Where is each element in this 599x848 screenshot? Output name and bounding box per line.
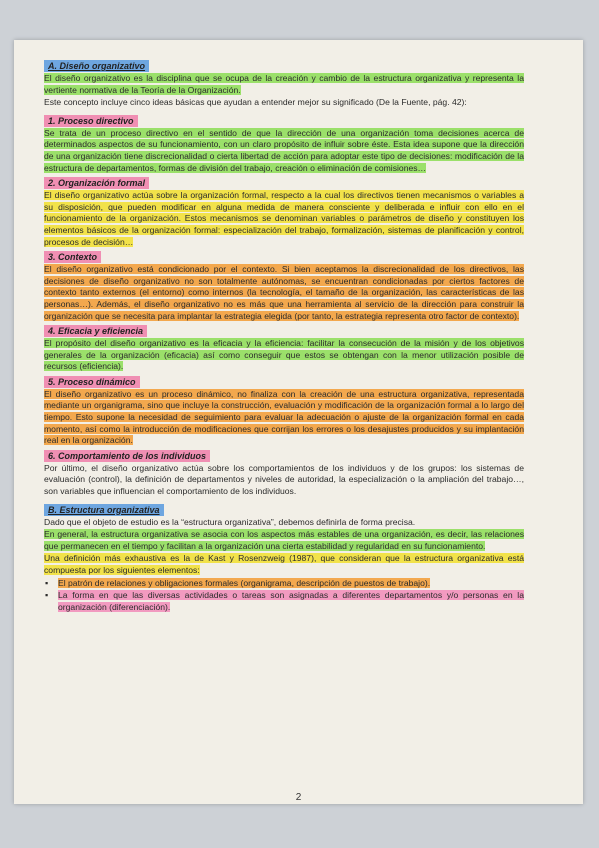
item-3-text xyxy=(44,264,524,322)
elements-list xyxy=(44,578,524,614)
item-4-text xyxy=(44,338,524,373)
item-5-heading: 5. Proceso dinámico xyxy=(44,376,140,388)
item-5-text xyxy=(44,389,524,447)
item-6-text: Por último, el diseño organizativo actúa sobre los comportamientos de los individuos y de los grupos: los sistemas de evaluación (control), la definición de departamentos y niveles de autoridad, la especialización o la ampliación del trabajo…, son variables que influencian el comportamiento de los individuos. xyxy=(44,462,524,497)
highlighted-text: La forma en que las diversas actividades o tareas son asignadas a diferentes departamentos y/o personas en la organización (diferenciación). xyxy=(58,590,524,612)
highlighted-text: El diseño organizativo es un proceso dinámico, no finaliza con la creación de una estructura organizativa, representada mediante un organigrama, sino que incluye la construcción, evaluación y modificación de la organización formal a lo largo del tiempo. Esto supone la necesidad de seguimiento para evaluar la adecuación o ajuste de la organización formal en cada momento, así como la introducción de modificaciones que corrijan los errores o los desajustes producidos y su implantación real en la organización. xyxy=(44,388,524,446)
highlighted-text: El propósito del diseño organizativo es la eficacia y la eficiencia: facilitar la consecución de la misión y de los objetivos generales de la organización (eficacia) así como conseguir que estos se obtengan con la menor utilización posible de recursos (eficiencia). xyxy=(44,338,524,372)
highlighted-text: El patrón de relaciones y obligaciones formales (organigrama, descripción de puestos de trabajo). xyxy=(58,577,431,588)
highlighted-text: Una definición más exhaustiva es la de Kast y Rosenzweig (1987), que consideran que la estructura organizativa está compuesta por los siguientes elementos: xyxy=(44,553,524,575)
item-4-heading: 4. Eficacia y eficiencia xyxy=(44,325,147,337)
highlighted-text: En general, la estructura organizativa se asocia con los aspectos más estables de una organización, es decir, las relaciones que permanecen en el tiempo y facilitan a la organización una cierta estabilidad y regularidad en su funcionamiento. xyxy=(44,529,524,551)
section-a-paragraph-2: Este concepto incluye cinco ideas básicas que ayudan a entender mejor su significado (De la Fuente, pág. 42): xyxy=(44,97,467,108)
item-1-text xyxy=(44,128,524,174)
highlighted-text: El diseño organizativo es la disciplina que se ocupa de la creación y cambio de la estructura organizativa y representa la vertiente normativa de la Teoría de la Organización. xyxy=(44,73,524,95)
list-item xyxy=(58,578,524,590)
highlighted-text: El diseño organizativo está condicionado por el contexto. Si bien aceptamos la discrecionalidad de los directivos, las decisiones de diseño organizativo no son totalmente autónomas, se encuentran condicionadas por ciertos factores de contexto tanto externos (el entorno) como internos (la tecnología, el tamaño de la organización, las características de las personas…). Además, el diseño organizativo no es más que una herramienta al servicio de la dirección para construir la organización que se necesita para implantar la estrategia elegida (por tanto, la estrategia representa otro factor de contexto). xyxy=(44,264,524,321)
section-b-paragraph-2 xyxy=(44,529,524,552)
item-2-text xyxy=(44,190,524,248)
section-b-paragraph-1: Dado que el objeto de estudio es la “estructura organizativa”, debemos definirla de forma precisa. xyxy=(44,516,416,527)
page-number: 2 xyxy=(295,792,302,803)
section-b-paragraph-3 xyxy=(44,553,524,576)
list-item xyxy=(58,590,524,613)
document-page xyxy=(14,40,583,804)
item-2-heading: 2. Organización formal xyxy=(44,177,149,189)
highlighted-text: El diseño organizativo actúa sobre la organización formal, respecto a la cual los directivos tienen mecanismos o variables a su disposición, que pueden modificar en alguna medida de manera consciente y deliberada e influir con ello en el funcionamiento de la organización. Estos mecanismos se denominan variables o parámetros de diseño y constituyen los elementos básicos de la organización formal: especialización del trabajo, formalización, sistemas de planificación y control, procesos de decisión… xyxy=(44,190,524,247)
item-6-heading: 6. Comportamiento de los individuos xyxy=(44,450,210,462)
highlighted-text: Se trata de un proceso directivo en el sentido de que la dirección de una organización toma decisiones acerca de determinados aspectos de su funcionamiento, con un claro propósito de influir sobre éste. Esta idea supone que la dirección de una organización tiene discrecionalidad o cierta libertad de acción para adoptar este tipo de decisiones: modificación de la estructura de departamentos, formas de división del trabajo, creación o eliminación de comisiones… xyxy=(44,127,524,173)
section-a-paragraph-1 xyxy=(44,73,524,96)
page-content xyxy=(44,58,524,614)
section-b-heading: B. Estructura organizativa xyxy=(44,504,164,516)
item-3-heading: 3. Contexto xyxy=(44,251,101,263)
item-1-heading: 1. Proceso directivo xyxy=(44,115,138,127)
section-a-heading: A. Diseño organizativo xyxy=(44,60,149,72)
